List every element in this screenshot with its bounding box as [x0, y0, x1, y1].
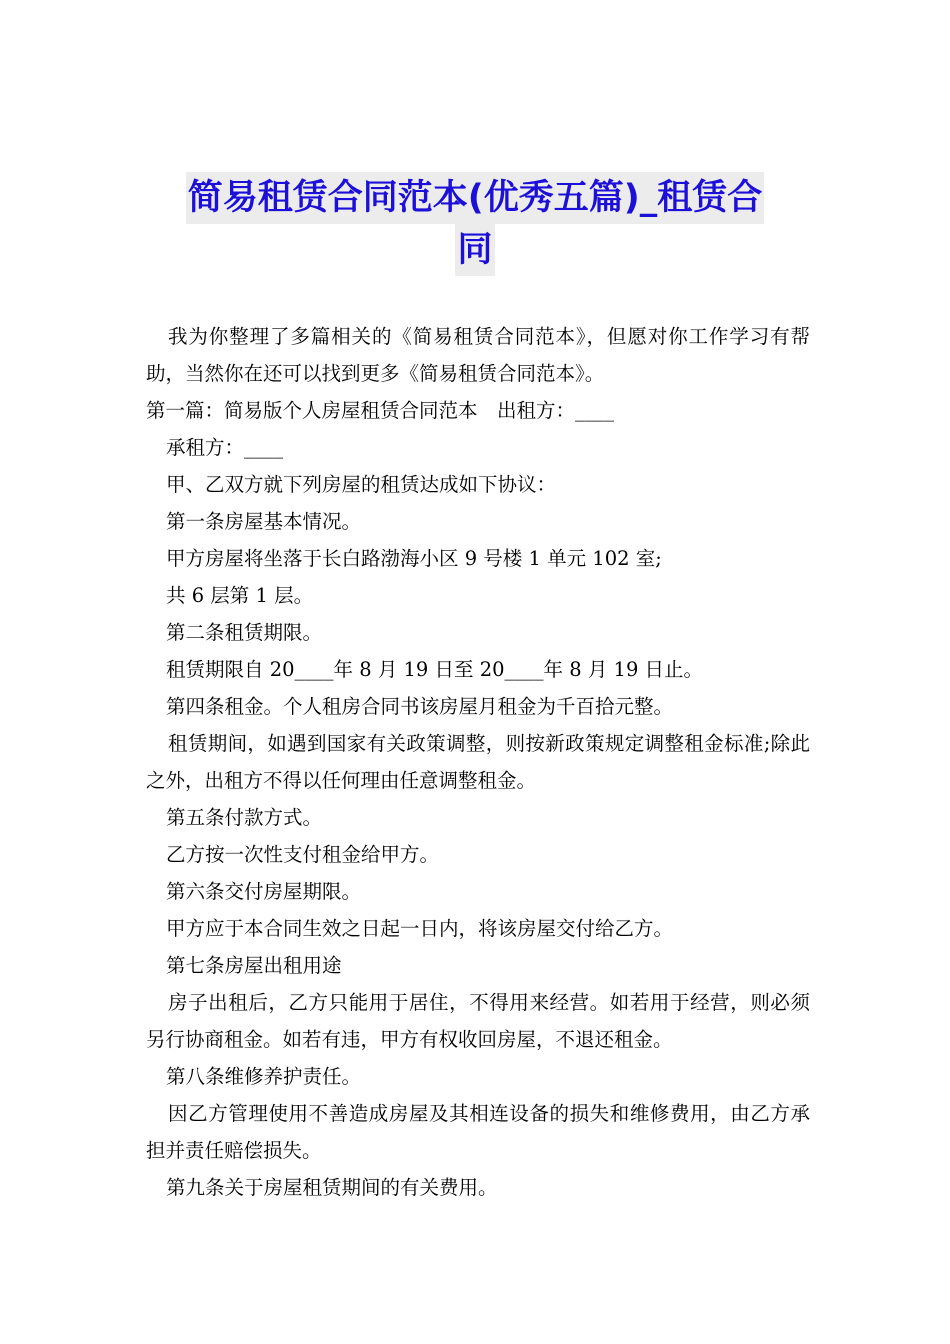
- title-line-1: 简易租赁合同范本(优秀五篇)_租赁合: [186, 172, 765, 224]
- paragraph: 甲、乙双方就下列房屋的租赁达成如下协议：: [166, 473, 557, 496]
- paragraph: 承租方：____: [166, 436, 284, 459]
- paragraph: 第一条房屋基本情况。: [166, 510, 362, 533]
- document-body: [146, 318, 810, 1206]
- paragraph: 第七条房屋出租用途: [166, 954, 342, 977]
- paragraph: 租赁期限自 20____年 8 月 19 日至 20____年 8 月 19 日止。: [166, 658, 704, 681]
- document-title: [150, 172, 800, 276]
- paragraph: 第五条付款方式。: [166, 806, 323, 829]
- paragraph: 第二条租赁期限。: [166, 621, 323, 644]
- title-line-2: 同: [455, 224, 494, 276]
- paragraph: 乙方按一次性支付租金给甲方。: [166, 843, 440, 866]
- paragraph: 第八条维修养护责任。: [166, 1065, 362, 1088]
- paragraph: 甲方应于本合同生效之日起一日内，将该房屋交付给乙方。: [166, 917, 674, 940]
- paragraph: 共 6 层第 1 层。: [166, 584, 314, 607]
- paragraph: 甲方房屋将坐落于长白路渤海小区 9 号楼 1 单元 102 室;: [166, 547, 662, 570]
- paragraph: 我为你整理了多篇相关的《简易租赁合同范本》，但愿对你工作学习有帮助，当然你在还可以找到更多《简易租赁合同范本》。: [146, 325, 810, 385]
- paragraph: 第六条交付房屋期限。: [166, 880, 362, 903]
- paragraph: 第一篇：简易版个人房屋租赁合同范本 出租方：____: [146, 399, 615, 422]
- paragraph: 第四条租金。个人租房合同书该房屋月租金为千百拾元整。: [166, 695, 674, 718]
- paragraph: 第九条关于房屋租赁期间的有关费用。: [166, 1176, 498, 1199]
- paragraph: 房子出租后，乙方只能用于居住，不得用来经营。如若用于经营，则必须另行协商租金。如若有违，甲方有权收回房屋，不退还租金。: [146, 991, 810, 1051]
- paragraph: 租赁期间，如遇到国家有关政策调整，则按新政策规定调整租金标准;除此之外，出租方不得以任何理由任意调整租金。: [146, 732, 810, 792]
- paragraph: 因乙方管理使用不善造成房屋及其相连设备的损失和维修费用，由乙方承担并责任赔偿损失。: [146, 1102, 810, 1162]
